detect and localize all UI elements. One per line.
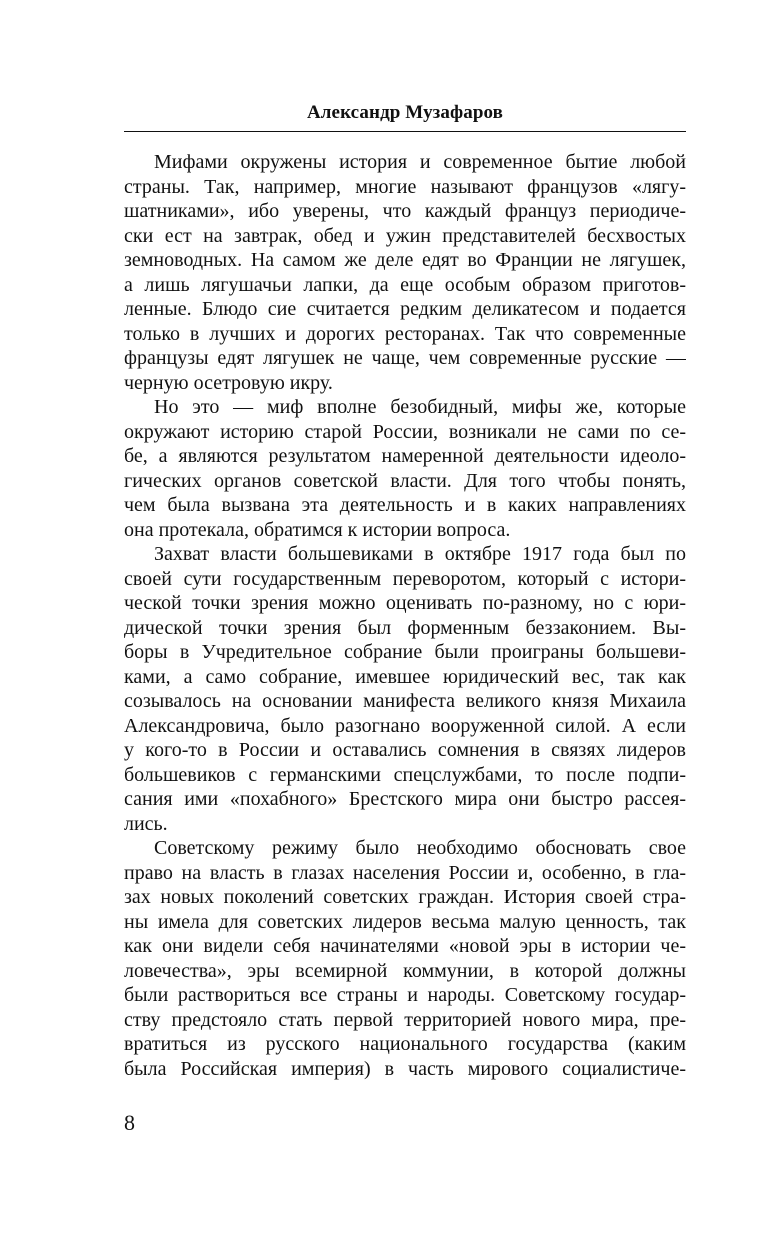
text-line: Советскому режиму было необходимо обосновать свое — [154, 837, 686, 859]
text-line: ны имела для советских лидеров весьма малую ценность, так — [124, 910, 686, 933]
text-line: своей сути государственным переворотом, который с истори- — [124, 567, 686, 590]
text-line: страны. Так, например, многие называют французов «лягу- — [124, 175, 686, 198]
text-line: Мифами окружены история и современное бытие любой — [154, 151, 686, 173]
text-line: была Российская империя) в часть мирового социалистиче- — [124, 1057, 686, 1080]
text-line: черную осетровую икру. — [124, 371, 333, 394]
text-line: боры в Учредительное собрание были проиграны большеви- — [124, 641, 686, 663]
paragraph — [124, 395, 686, 542]
text-line: французы едят лягушек не чаще, чем современные русские — — [124, 347, 686, 369]
text-line: вратиться из русского национального государства (каким — [124, 1033, 686, 1055]
paragraph — [124, 542, 686, 836]
text-line: были раствориться все страны и народы. Советскому государ- — [124, 984, 686, 1006]
text-line: бе, а являются результатом намеренной деятельности идеоло- — [124, 445, 686, 467]
text-line: дической точки зрения был форменным беззаконием. Вы- — [124, 616, 686, 639]
text-line: ками, а само собрание, имевшее юридический вес, так как — [124, 665, 686, 688]
text-line: окружают историю старой России, возникали не сами по се- — [124, 420, 686, 443]
text-line: Александровича, было разогнано вооруженной силой. А если — [124, 714, 686, 737]
text-line: у кого-то в России и оставались сомнения в связях лидеров — [124, 739, 686, 761]
text-line: ству предстояло стать первой территорией нового мира, пре- — [124, 1008, 686, 1031]
text-line: ловечества», эры всемирной коммунии, в которой должны — [124, 959, 686, 982]
text-line: Но это — миф вполне безобидный, мифы же, которые — [154, 396, 686, 418]
text-line: ленные. Блюдо сие считается редким деликатесом и подается — [124, 298, 686, 320]
paragraph — [124, 836, 686, 1081]
text-line: зах новых поколений советских граждан. История своей стра- — [124, 886, 686, 908]
paragraph — [124, 150, 686, 395]
text-line: сания ими «похабного» Брестского мира они быстро рассея- — [124, 788, 686, 810]
text-line: большевиков с германскими спецслужбами, то после подпи- — [124, 763, 686, 786]
page-number: 8 — [124, 1110, 135, 1135]
text-line: чем была вызвана эта деятельность и в каких направлениях — [124, 494, 686, 516]
text-line: как они видели себя начинателями «новой эры в истории че- — [124, 935, 686, 957]
text-line: шатниками», ибо уверены, что каждый француз периодиче- — [124, 200, 686, 222]
text-line: земноводных. На самом же деле едят во Франции не лягушек, — [124, 249, 686, 271]
text-line: Захват власти большевиками в октябре 1917 года был по — [154, 543, 686, 565]
text-line: ческой точки зрения можно оценивать по-разному, но с юри- — [124, 592, 686, 614]
running-head: Александр Музафаров — [306, 102, 504, 123]
text-line: лись. — [124, 812, 168, 835]
header-rule — [124, 131, 686, 132]
text-line: только в лучших и дорогих ресторанах. Так что современные — [124, 322, 686, 345]
text-line: она протекала, обратимся к истории вопроса. — [124, 518, 511, 541]
body-text — [124, 150, 686, 1081]
text-line: ски ест на завтрак, обед и ужин представителей бесхвостых — [124, 224, 686, 247]
text-line: а лишь лягушачьи лапки, да еще особым образом приготов- — [124, 273, 686, 296]
text-line: право на власть в глазах населения России и, особенно, в гла- — [124, 861, 686, 884]
text-line: созывалось на основании манифеста великого князя Михаила — [124, 690, 686, 712]
text-line: гических органов советской власти. Для того чтобы понять, — [124, 469, 686, 492]
